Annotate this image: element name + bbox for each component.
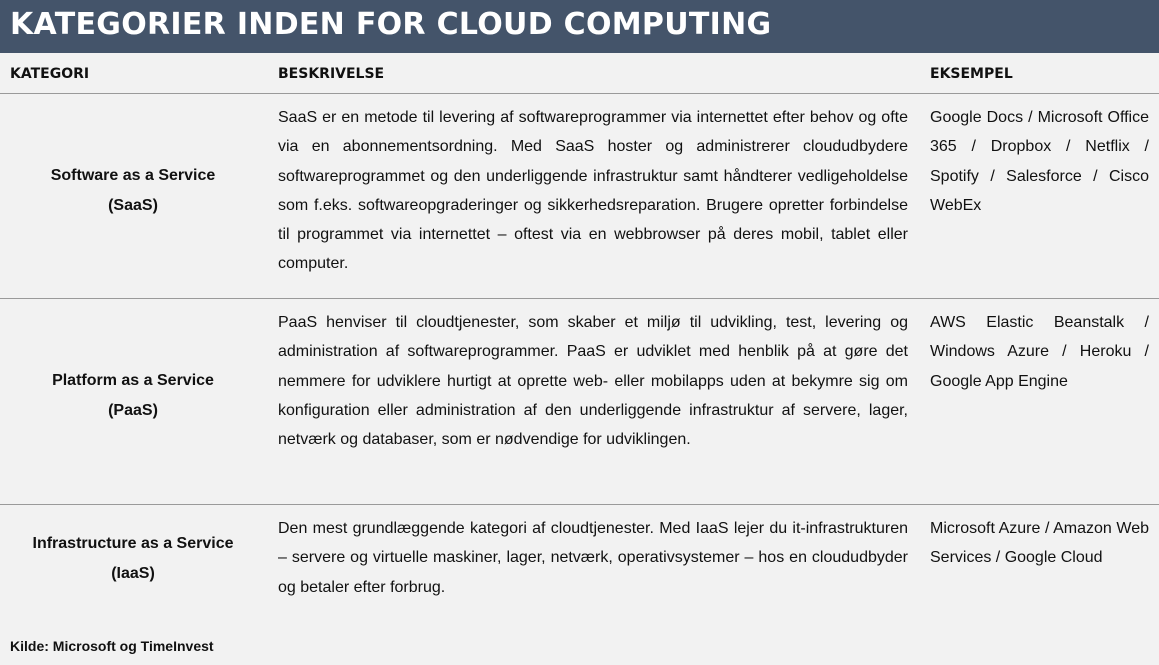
- table-row: [0, 308, 1159, 504]
- example-cell: Microsoft Azure / Amazon Web Services / Google Cloud: [930, 520, 1149, 567]
- source-note: Kilde: Microsoft og TimeInvest: [10, 638, 214, 654]
- category-abbreviation: (IaaS): [111, 565, 155, 582]
- description-cell: Den mest grundlæggende kategori af cloudtjenester. Med IaaS lejer du it-infrastrukturen – servere og virtuelle maskiner, lager, netværk, operativsystemer – hos en cloududbyder og betaler efter forbrug.: [278, 520, 908, 596]
- category-abbreviation: (SaaS): [108, 197, 158, 214]
- column-header-example: EKSEMPEL: [930, 66, 1013, 82]
- table-row: [0, 514, 1159, 624]
- example-cell: Google Docs / Microsoft Office 365 / Dropbox / Netflix / Spotify / Salesforce / Cisco WebEx: [930, 109, 1149, 214]
- header-divider: [0, 93, 1159, 94]
- page-title: KATEGORIER INDEN FOR CLOUD COMPUTING: [10, 7, 772, 42]
- description-cell: PaaS henviser til cloudtjenester, som skaber et miljø til udvikling, test, levering og administration af softwareprogrammer. PaaS er udviklet med henblik på at gøre det nemmere for udviklere hurtigt at oprette web- eller mobilapps uden at bekymre sig om konfiguration eller administration af den underliggende infrastruktur af servere, lager, netværk og databaser, som er nødvendige for udviklingen.: [278, 314, 908, 449]
- title-bar: [0, 0, 1159, 53]
- category-abbreviation: (PaaS): [108, 402, 158, 419]
- table-row: [0, 103, 1159, 298]
- row-divider: [0, 298, 1159, 299]
- category-name: Software as a Service: [50, 167, 216, 184]
- category-cell: [0, 529, 266, 589]
- column-header-description: BESKRIVELSE: [278, 66, 385, 82]
- category-name: Infrastructure as a Service: [32, 535, 234, 552]
- category-cell: [0, 161, 266, 221]
- category-cell: [0, 366, 266, 426]
- row-divider: [0, 504, 1159, 505]
- category-name: Platform as a Service: [52, 372, 214, 389]
- description-cell: SaaS er en metode til levering af softwareprogrammer via internettet efter behov og ofte via en abonnementsordning. Med SaaS hoster og administrerer cloududbydere softwareprogrammet og den underliggende infrastruktur samt håndterer vedligeholdelse som f.eks. softwareopgraderinger og sikkerhedsreparation. Brugere opretter forbindelse til programmet via internettet – oftest via en webbrowser på deres mobil, tablet eller computer.: [278, 109, 908, 273]
- example-cell: AWS Elastic Beanstalk / Windows Azure / Heroku / Google App Engine: [930, 314, 1149, 390]
- column-header-category: KATEGORI: [10, 66, 90, 82]
